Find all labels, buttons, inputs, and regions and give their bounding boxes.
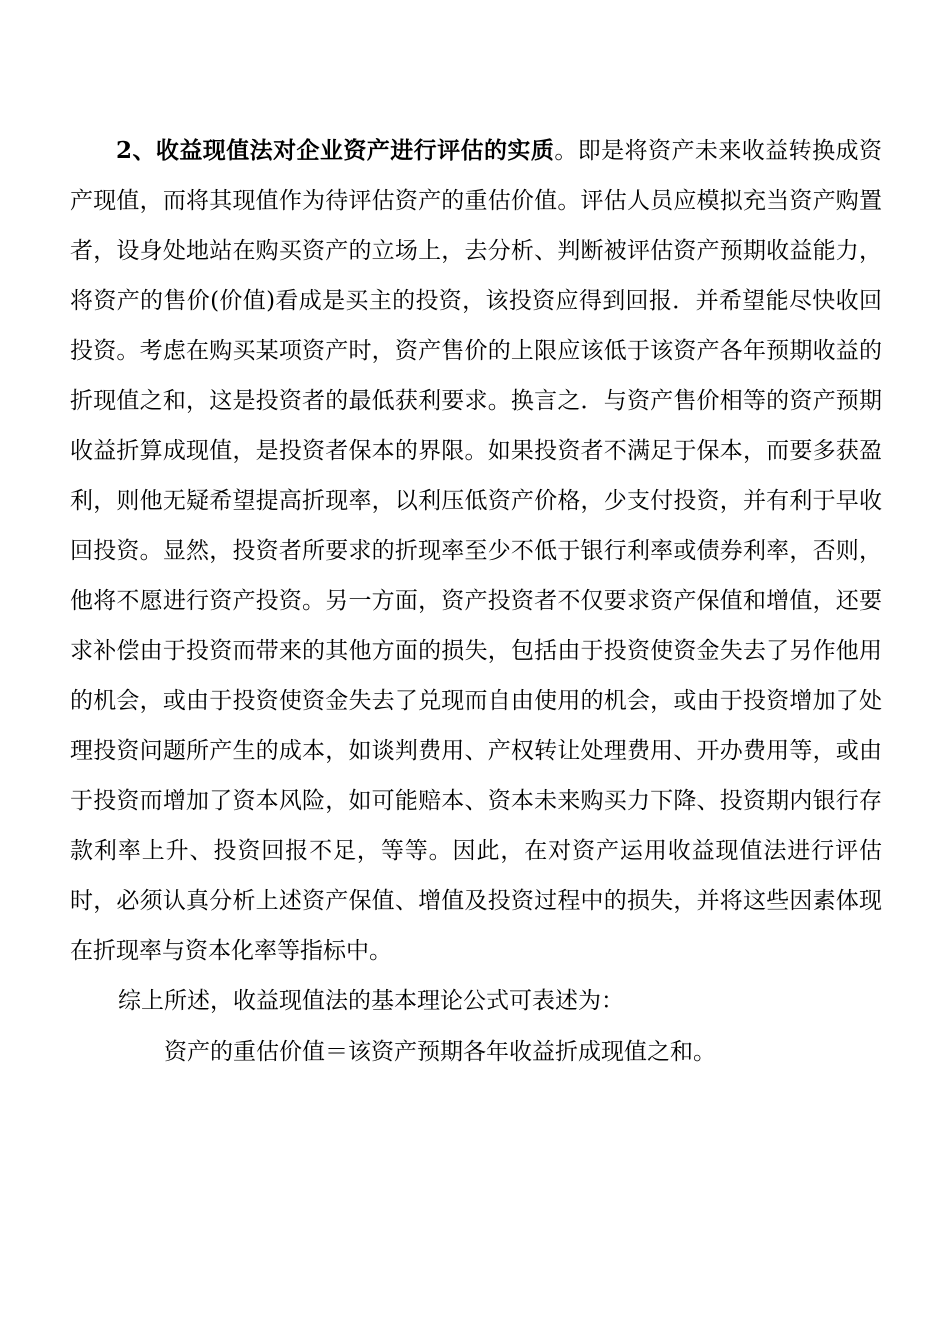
paragraph-essence [70, 126, 882, 976]
paragraph-heading: 2、收益现值法对企业资产进行评估的实质 [116, 137, 555, 164]
document-page [70, 126, 882, 1077]
paragraph-summary: 综上所述，收益现值法的基本理论公式可表述为： [118, 988, 624, 1014]
formula-line: 资产的重估价值＝该资产预期各年收益折成现值之和。 [164, 1039, 716, 1065]
paragraph-body: 。即是将资产未来收益转换成资产现值，而将其现值作为待评估资产的重估价值。评估人员应模拟充当资产购置者，设身处地站在购买资产的立场上，去分析、判断被评估资产预期收益能力，将资产的售价(价值)看成是买主的投资，该投资应得到回报．并希望能尽快收回投资。考虑在购买某项资产时，资产售价的上限应该低于该资产各年预期收益的折现值之和，这是投资者的最低获利要求。换言之．与资产售价相等的资产预期收益折算成现值，是投资者保本的界限。如果投资者不满足于保本，而要多获盈利，则他无疑希望提高折现率，以利压低资产价格，少支付投资，并有利于早收回投资。显然，投资者所要求的折现率至少不低于银行利率或债券利率，否则，他将不愿进行资产投资。另一方面，资产投资者不仅要求资产保值和增值，还要求补偿由于投资而带来的其他方面的损失，包括由于投资使资金失去了另作他用的机会，或由于投资使资金失去了兑现而自由使用的机会，或由于投资增加了处理投资问题所产生的成本，如谈判费用、产权转让处理费用、开办费用等，或由于投资而增加了资本风险，如可能赔本、资本未来购买力下降、投资期内银行存款利率上升、投资回报不足，等等。因此，在对资产运用收益现值法进行评估时，必须认真分析上述资产保值、增值及投资过程中的损失，并将这些因素体现在折现率与资本化率等指标中。 [70, 138, 882, 964]
